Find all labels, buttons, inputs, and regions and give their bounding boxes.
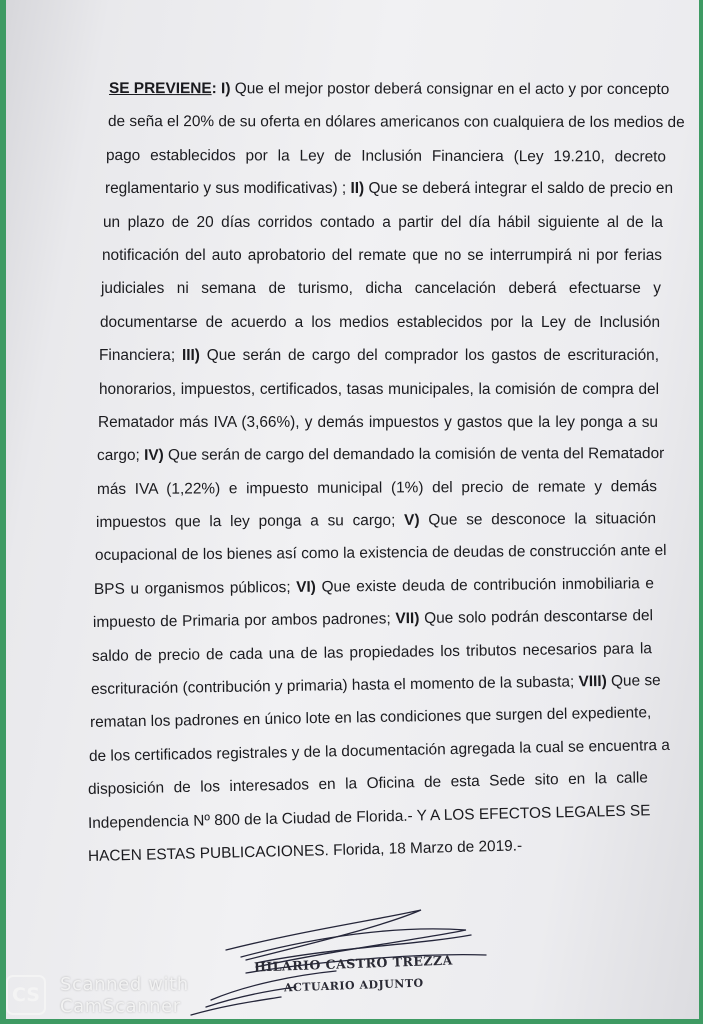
text-segment: Que se: [606, 672, 661, 690]
text-segment: Rematador más IVA (3,66%), y demás impuestos y gastos que la ley ponga a su: [98, 413, 658, 431]
text-segment: disposición de los interesados en la Oficina de esta Sede sito en la calle: [87, 769, 649, 799]
text-segment: saldo de precio de cada una de las propiedades los tributos necesarios para la: [91, 639, 653, 665]
text-line: [100, 306, 660, 339]
text-segment: un plazo de 20 días corridos contado a partir del día hábil siguiente al de la: [103, 213, 663, 231]
text-segment: judiciales ni semana de turismo, dicha cancelación deberá efectuarse y: [101, 280, 661, 298]
text-segment: documentarse de acuerdo a los medios establecidos por la Ley de Inclusión: [100, 313, 660, 331]
camscanner-watermark: [60, 974, 189, 1018]
bold-text: :: [211, 80, 222, 98]
camscanner-logo: CS: [6, 975, 46, 1015]
text-line: [102, 239, 662, 272]
bold-text: V): [404, 511, 420, 529]
text-segment: impuesto de Primaria por ambos padrones;: [92, 610, 396, 632]
bold-text: II): [350, 180, 365, 198]
bold-text: IV): [144, 447, 164, 465]
text-segment: cargo;: [96, 447, 145, 465]
text-line: [96, 437, 665, 472]
text-segment: Que el mejor postor deberá consignar en el acto y por concepto: [230, 80, 670, 98]
text-line: [99, 339, 659, 372]
text-line: [105, 172, 674, 205]
text-segment: Que se deberá integrar el saldo de precio en: [364, 180, 674, 198]
text-segment: BPS u organismos públicos;: [93, 578, 297, 598]
text-line: [101, 272, 661, 305]
text-segment: de los certificados registrales y de la documentación agregada la cual se encuentra a: [88, 736, 670, 765]
scanned-page: [6, 0, 699, 1019]
bold-text: VIII): [578, 672, 607, 691]
text-segment: de seña el 20% de su oferta en dólares americanos con cualquiera de los medios de: [107, 113, 685, 132]
text-segment: impuestos que la ley ponga a su cargo;: [95, 511, 405, 532]
text-segment: más IVA (1,22%) e impuesto municipal (1%) del precio de remate y demás: [96, 477, 658, 498]
text-segment: Independencia Nº 800 de la Ciudad de Florida.- Y A LOS EFECTOS LEGALES SE: [87, 801, 651, 832]
signature-title: ACTUARIO ADJUNTO: [283, 976, 424, 995]
text-segment: reglamentario y sus modificativas) ;: [105, 180, 351, 198]
watermark-line-2: CamScanner: [60, 996, 181, 1017]
text-segment: Que existe deuda de contribución inmobiliaria e: [315, 574, 655, 596]
text-line: [99, 373, 659, 406]
text-segment: HACEN ESTAS PUBLICACIONES. Florida, 18 Marzo de 2019.-: [87, 837, 523, 865]
watermark-line-1: Scanned with: [60, 974, 189, 995]
text-segment: Que solo podrán descontarse del: [419, 607, 654, 628]
text-segment: honorarios, impuestos, certificados, tasas municipales, la comisión de compra del: [99, 380, 659, 398]
text-line: [107, 105, 685, 139]
text-segment: ocupacional de los bienes así como la existencia de deudas de construcción ante el: [94, 542, 667, 565]
text-line: [97, 470, 657, 506]
text-segment: escrituración (contribución y primaria) hasta el momento de la subasta;: [90, 673, 579, 699]
bold-text: VI): [296, 578, 316, 596]
text-segment: Que se desconoce la situación: [419, 510, 657, 529]
bold-text: I): [221, 80, 231, 98]
text-line: [109, 72, 669, 106]
text-segment: pago establecidos por la Ley de Inclusión Financiera (Ley 19.210, decreto: [105, 146, 667, 166]
signature-name: HILARIO CASTRO TREZZA: [253, 952, 454, 975]
text-segment: Que serán de cargo del comprador los gastos de escrituración,: [199, 347, 659, 365]
text-line: [103, 206, 663, 239]
text-segment: Que serán de cargo del demandado la comisión de venta del Rematador: [163, 445, 665, 465]
bold-text: III): [181, 347, 200, 365]
text-line: [98, 406, 658, 439]
text-segment: Financiera;: [99, 347, 182, 365]
text-line: [106, 139, 666, 174]
bold-text: SE PREVIENE: [108, 80, 212, 98]
bold-text: VII): [395, 610, 420, 628]
text-segment: notificación del auto aprobatorio del remate que no se interrumpirá ni por ferias: [102, 246, 662, 264]
text-segment: rematan los padrones en único lote en las condiciones que surgen del expediente,: [89, 704, 652, 732]
document-body: [87, 72, 685, 873]
